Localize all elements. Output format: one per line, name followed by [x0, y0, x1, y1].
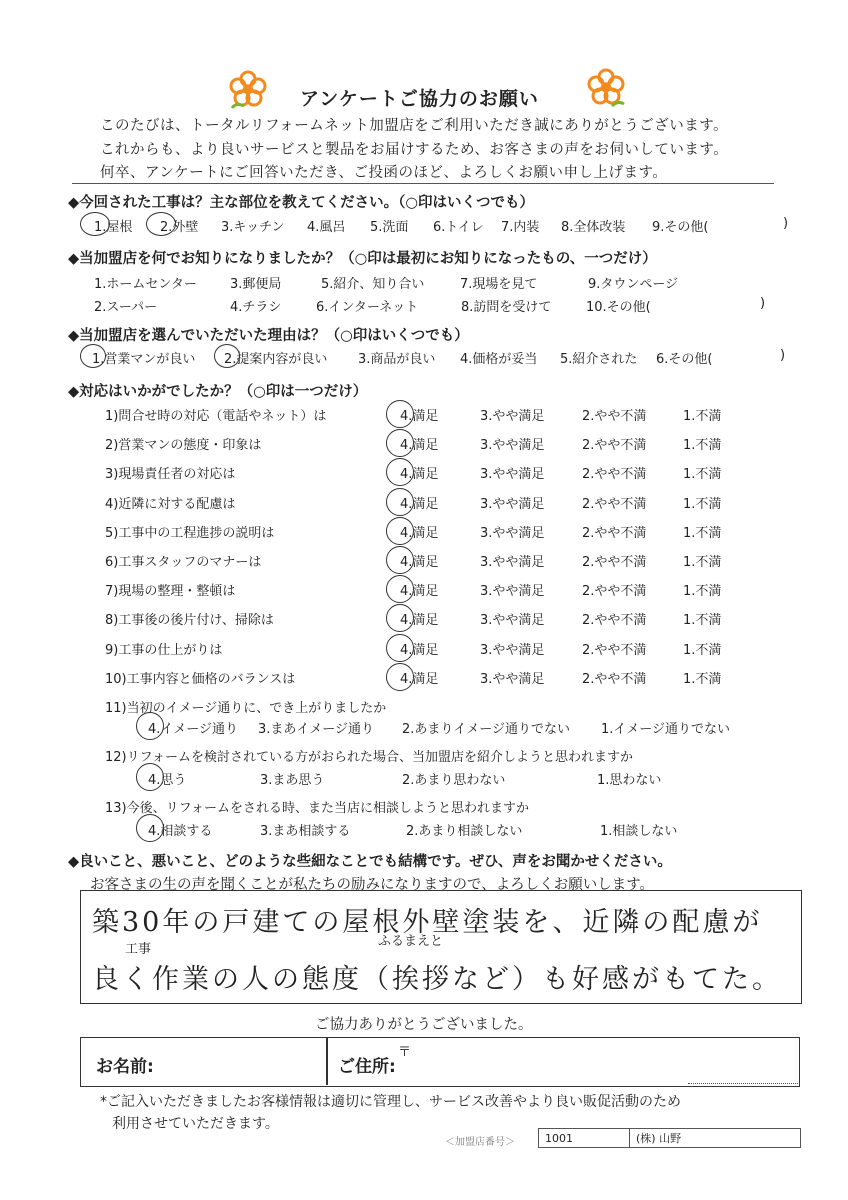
q4-rating-option[interactable]: 2.やや不満	[582, 584, 647, 599]
postal-mark: 〒	[398, 1045, 412, 1060]
answer-circle	[386, 604, 414, 632]
q13-option-1[interactable]: 1.相談しない	[600, 824, 678, 839]
q2-option-10-close: )	[760, 296, 766, 311]
franchise-name: (株) 山野	[629, 1128, 801, 1148]
comment-insert-1: 工事	[125, 942, 152, 957]
q2-option-7[interactable]: 7.現場を見て	[460, 277, 538, 292]
q4-item-label: 7)現場の整理・整頓は	[105, 584, 236, 599]
q11-label: 11)当初のイメージ通りに、でき上がりましたか	[105, 701, 387, 716]
q5-heading: ◆良いこと、悪いこと、どのような些細なことでも結構です。ぜひ、声をお聞かせください。	[68, 854, 672, 870]
answer-circle	[136, 712, 164, 740]
q1-heading: ◆今回された工事は？主な部位を教えてください。（○印はいくつでも）	[68, 195, 535, 211]
dotted-line	[688, 1083, 798, 1084]
q4-rating-option[interactable]: 4.満足	[400, 584, 439, 599]
q4-rating-option[interactable]: 2.やや不満	[582, 613, 647, 628]
q1-option-wall[interactable]: 2.外壁	[160, 220, 199, 235]
q4-rating-option[interactable]: 4.満足	[400, 438, 439, 453]
q4-item-label: 2)営業マンの態度・印象は	[105, 438, 262, 453]
q4-rating-option[interactable]: 2.やや不満	[582, 467, 647, 482]
q3-option-product[interactable]: 3.商品が良い	[358, 352, 436, 367]
info-divider	[326, 1037, 328, 1085]
q3-option-other-close: )	[780, 348, 786, 363]
q11-option-3[interactable]: 3.まあイメージ通り	[258, 722, 375, 737]
q11-option-1[interactable]: 1.イメージ通りでない	[601, 722, 731, 737]
q4-item-label: 10)工事内容と価格のバランスは	[105, 672, 296, 687]
q4-rating-option[interactable]: 3.やや満足	[480, 643, 545, 658]
q4-rating-option[interactable]: 2.やや不満	[582, 438, 647, 453]
q4-rating-option[interactable]: 3.やや満足	[480, 497, 545, 512]
flower-icon-right	[584, 66, 628, 110]
q4-rating-option[interactable]: 1.不満	[683, 672, 722, 687]
q4-rating-option[interactable]: 4.満足	[400, 409, 439, 424]
q4-rating-option[interactable]: 2.やや不満	[582, 409, 647, 424]
answer-circle	[136, 763, 164, 791]
divider	[72, 183, 774, 184]
footnote-line-1: *ご記入いただきましたお客様情報は適切に管理し、サービス改善やより良い販促活動のため	[100, 1094, 681, 1110]
q4-rating-option[interactable]: 2.やや不満	[582, 555, 647, 570]
answer-circle	[386, 546, 414, 574]
q4-rating-option[interactable]: 1.不満	[683, 438, 722, 453]
q4-rating-option[interactable]: 3.やや満足	[480, 555, 545, 570]
q4-rating-option[interactable]: 4.満足	[400, 555, 439, 570]
address-field[interactable]	[420, 1046, 790, 1080]
page-title: アンケートご協力のお願い	[300, 88, 539, 110]
q1-option-other-close: )	[783, 216, 789, 231]
q4-rating-option[interactable]: 2.やや不満	[582, 497, 647, 512]
q4-rating-option[interactable]: 1.不満	[683, 555, 722, 570]
q2-option-2[interactable]: 2.スーパー	[94, 300, 158, 315]
name-label: お名前:	[96, 1057, 154, 1077]
q2-heading: ◆当加盟店を何でお知りになりましたか？（○印は最初にお知りになったもの、一つだけ）	[68, 251, 657, 267]
franchise-number: 1001	[538, 1128, 630, 1148]
q4-rating-option[interactable]: 3.やや満足	[480, 409, 545, 424]
q2-option-1[interactable]: 1.ホームセンター	[94, 277, 197, 292]
q4-rating-option[interactable]: 4.満足	[400, 526, 439, 541]
answer-circle	[386, 488, 414, 516]
q4-rating-option[interactable]: 1.不満	[683, 497, 722, 512]
q4-item-label: 9)工事の仕上がりは	[105, 643, 223, 658]
q1-option-washroom[interactable]: 5.洗面	[370, 220, 409, 235]
comment-line-2: 良く作業の人の態度（挨拶など）も好感がもてた。	[92, 964, 782, 995]
q11-option-4[interactable]: 4.イメージ通り	[148, 722, 239, 737]
q4-rating-option[interactable]: 4.満足	[400, 497, 439, 512]
q4-rating-option[interactable]: 3.やや満足	[480, 526, 545, 541]
comment-insert-2: ふるまえと	[378, 934, 444, 949]
q3-option-proposal[interactable]: 2.提案内容が良い	[224, 352, 328, 367]
q2-option-3[interactable]: 3.郵便局	[230, 277, 282, 292]
q2-option-8[interactable]: 8.訪問を受けて	[461, 300, 552, 315]
q3-option-sales[interactable]: 1.営業マンが良い	[92, 352, 196, 367]
q4-rating-option[interactable]: 3.やや満足	[480, 672, 545, 687]
q4-rating-option[interactable]: 3.やや満足	[480, 584, 545, 599]
q1-option-other[interactable]: 9.その他(	[652, 220, 709, 235]
q3-option-price[interactable]: 4.価格が妥当	[460, 352, 538, 367]
q4-rating-option[interactable]: 1.不満	[683, 613, 722, 628]
q4-item-label: 3)現場責任者の対応は	[105, 467, 236, 482]
q5-subheading: お客さまの生の声を聞くことが私たちの励みになりますので、よろしくお願いします。	[90, 877, 655, 893]
answer-circle	[80, 344, 106, 368]
q4-rating-option[interactable]: 1.不満	[683, 409, 722, 424]
flower-icon-left	[226, 68, 270, 112]
q13-option-3[interactable]: 3.まあ相談する	[260, 824, 351, 839]
q4-rating-option[interactable]: 3.やや満足	[480, 438, 545, 453]
q12-option-2[interactable]: 2.あまり思わない	[402, 773, 506, 788]
q3-option-other[interactable]: 6.その他(	[656, 352, 713, 367]
q12-option-3[interactable]: 3.まあ思う	[260, 773, 325, 788]
intro-line-2: これからも、より良いサービスと製品をお届けするため、お客さまの声をお伺いしています。	[100, 142, 729, 158]
q4-rating-option[interactable]: 3.やや満足	[480, 467, 545, 482]
q12-option-1[interactable]: 1.思わない	[597, 773, 662, 788]
answer-circle	[386, 517, 414, 545]
q4-rating-option[interactable]: 4.満足	[400, 613, 439, 628]
q4-rating-option[interactable]: 3.やや満足	[480, 613, 545, 628]
q1-option-full[interactable]: 8.全体改装	[561, 220, 626, 235]
q13-option-4[interactable]: 4.相談する	[148, 824, 213, 839]
q1-option-interior[interactable]: 7.内装	[501, 220, 540, 235]
q4-item-label: 6)工事スタッフのマナーは	[105, 555, 262, 570]
answer-circle	[386, 429, 414, 457]
q4-item-label: 4)近隣に対する配慮は	[105, 497, 236, 512]
q4-rating-option[interactable]: 4.満足	[400, 467, 439, 482]
q1-option-kitchen[interactable]: 3.キッチン	[221, 220, 285, 235]
intro-line-3: 何卒、アンケートにご回答いただき、ご投函のほど、よろしくお願い申し上げます。	[100, 165, 668, 181]
q12-option-4[interactable]: 4.思う	[148, 773, 187, 788]
answer-circle	[386, 458, 414, 486]
answer-circle	[386, 575, 414, 603]
q2-option-9[interactable]: 9.タウンページ	[588, 277, 679, 292]
q4-item-label: 1)問合せ時の対応（電話やネット）は	[105, 409, 327, 424]
franchise-label: ＜加盟店番号＞	[445, 1137, 515, 1148]
q13-label: 13)今後、リフォームをされる時、また当店に相談しようと思われますか	[105, 801, 529, 816]
comment-line-1: 築30年の戸建ての屋根外壁塗装を、近隣の配慮が	[92, 907, 763, 938]
q4-heading: ◆対応はいかがでしたか？（○印は一つだけ）	[68, 384, 368, 400]
q13-option-2[interactable]: 2.あまり相談しない	[406, 824, 523, 839]
q4-rating-option[interactable]: 1.不満	[683, 526, 722, 541]
q4-rating-option[interactable]: 4.満足	[400, 643, 439, 658]
q4-item-label: 8)工事後の後片付け、掃除は	[105, 613, 274, 628]
q4-item-label: 5)工事中の工程進捗の説明は	[105, 526, 275, 541]
q3-option-referral[interactable]: 5.紹介された	[560, 352, 638, 367]
q2-option-4[interactable]: 4.チラシ	[230, 300, 282, 315]
thanks-text: ご協力ありがとうございました。	[315, 1017, 533, 1033]
q12-label: 12)リフォームを検討されている方がおられた場合、当加盟店を紹介しようと思われますか	[105, 750, 633, 765]
q4-rating-option[interactable]: 1.不満	[683, 643, 722, 658]
intro-line-1: このたびは、トータルリフォームネット加盟店をご利用いただき誠にありがとうございます。	[100, 118, 729, 134]
answer-circle	[146, 212, 176, 236]
q2-option-5[interactable]: 5.紹介、知り合い	[321, 277, 425, 292]
answer-circle	[386, 663, 414, 691]
answer-circle	[80, 212, 110, 236]
q3-heading: ◆当加盟店を選んでいただいた理由は？（○印はいくつでも）	[68, 328, 469, 344]
q4-rating-option[interactable]: 1.不満	[683, 584, 722, 599]
q1-option-bath[interactable]: 4.風呂	[307, 220, 346, 235]
address-label: ご住所:	[338, 1057, 396, 1077]
q2-option-6[interactable]: 6.インターネット	[316, 300, 419, 315]
q1-option-toilet[interactable]: 6.トイレ	[433, 220, 484, 235]
q11-option-2[interactable]: 2.あまりイメージ通りでない	[402, 722, 571, 737]
answer-circle	[386, 634, 414, 662]
q4-rating-option[interactable]: 4.満足	[400, 672, 439, 687]
answer-circle	[214, 344, 240, 368]
q2-option-10[interactable]: 10.その他(	[586, 300, 651, 315]
q4-rating-option[interactable]: 1.不満	[683, 467, 722, 482]
q4-rating-option[interactable]: 2.やや不満	[582, 526, 647, 541]
name-field[interactable]	[160, 1046, 320, 1080]
q4-rating-option[interactable]: 2.やや不満	[582, 672, 647, 687]
footnote-line-2: 利用させていただきます。	[112, 1116, 279, 1132]
answer-circle	[386, 400, 414, 428]
answer-circle	[136, 814, 164, 842]
q4-rating-option[interactable]: 2.やや不満	[582, 643, 647, 658]
q1-option-roof[interactable]: 1.屋根	[94, 220, 133, 235]
